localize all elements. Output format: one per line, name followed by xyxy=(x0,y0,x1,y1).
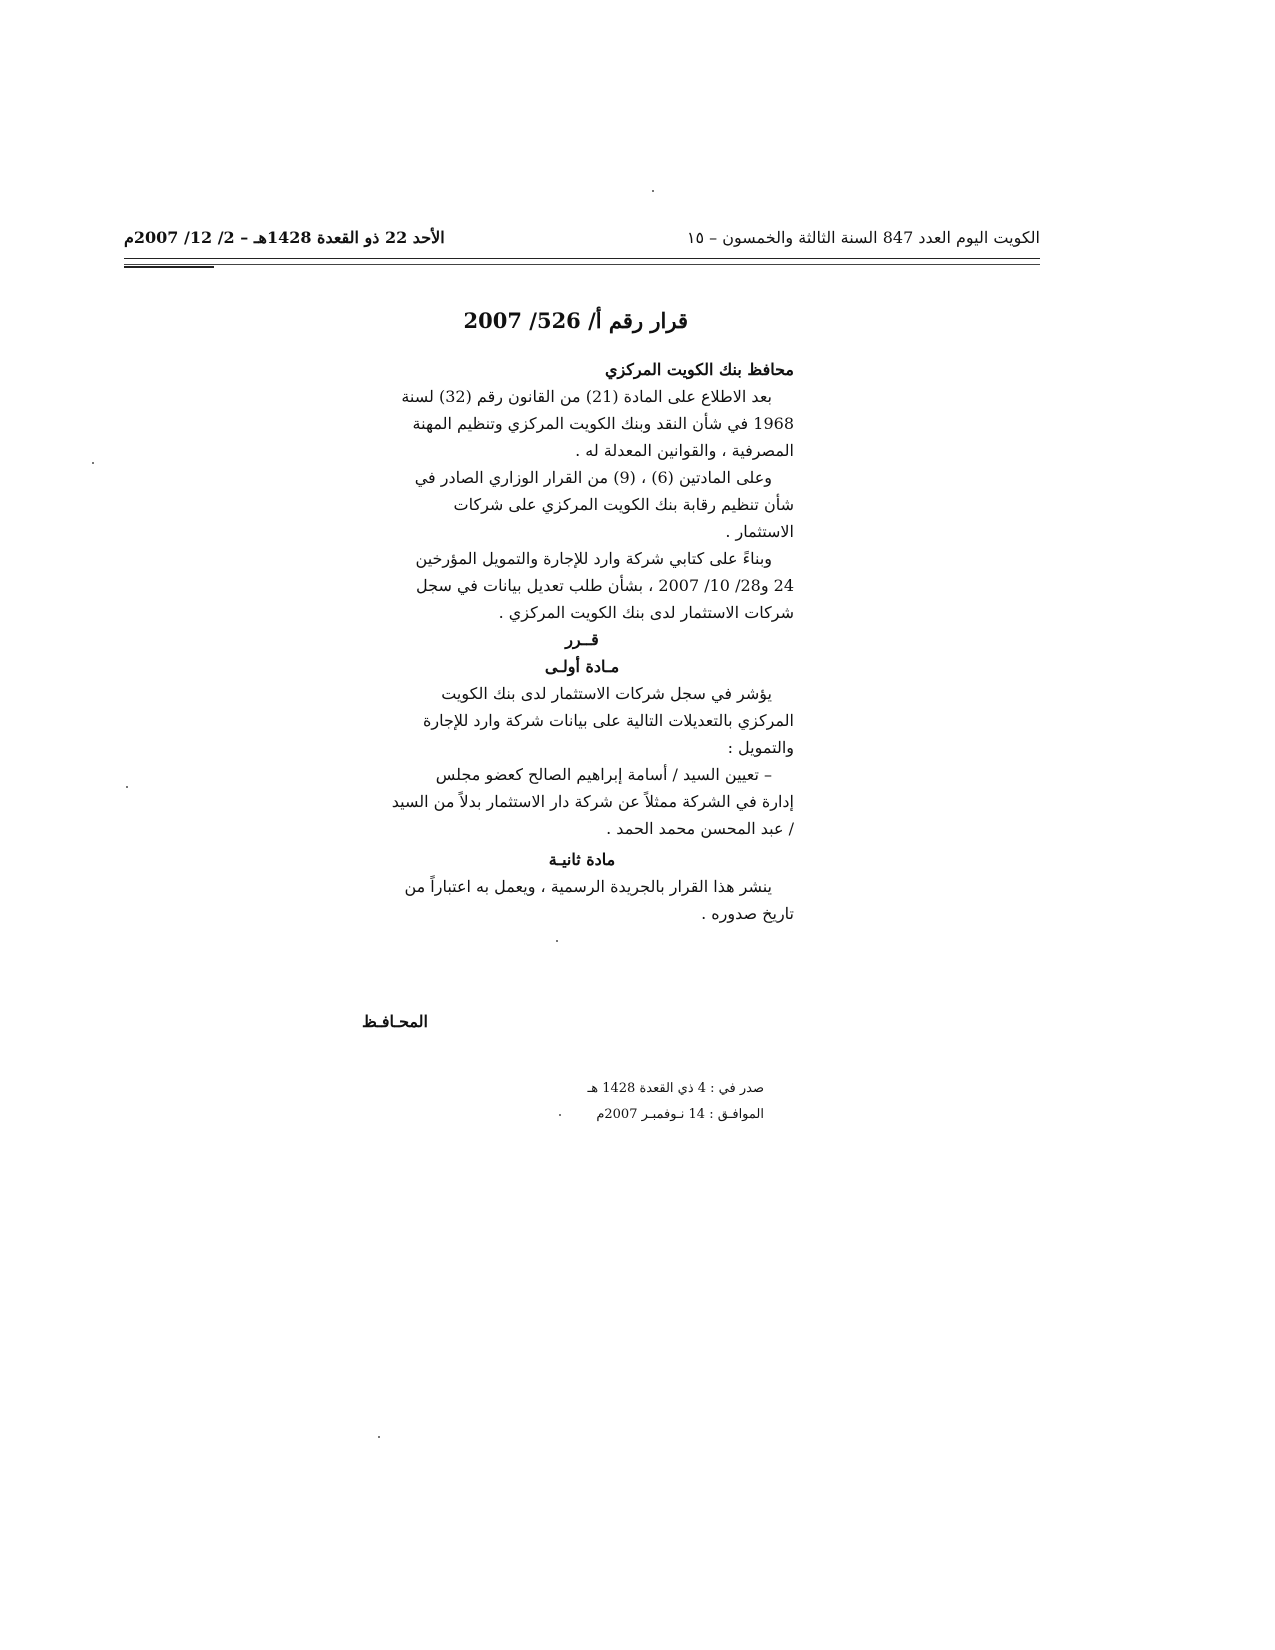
body-line: 24 و28/ 10/ 2007 ، بشأن طلب تعديل بيانات في سجل xyxy=(416,576,794,595)
body-line: ينشر هذا القرار بالجريدة الرسمية ، ويعمل به اعتباراً من xyxy=(404,877,772,896)
body-line: تاريخ صدوره . xyxy=(701,904,794,923)
issue-date-gregorian: الموافـق : 14 نـوفمبـر 2007م xyxy=(596,1107,764,1122)
body-line: شأن تنظيم رقابة بنك الكويت المركزي على شركات xyxy=(453,495,794,514)
article-two-heading: مادة ثانيـة xyxy=(548,850,616,869)
decision-body xyxy=(370,356,794,842)
body-line: بعد الاطلاع على المادة (21) من القانون رقم (32) لسنة xyxy=(401,387,772,406)
issue-dates xyxy=(560,1076,764,1128)
body-line: إدارة في الشركة ممثلاً عن شركة دار الاستثمار بدلاً من السيد xyxy=(391,792,794,811)
header-date: الأحد 22 ذو القعدة 1428هـ – 2/ 12/ 2007م xyxy=(124,228,445,247)
issuer-heading: محافظ بنك الكويت المركزي xyxy=(604,360,794,379)
decided-heading: قــرر xyxy=(565,630,599,649)
article-two xyxy=(370,846,794,927)
header-divider-accent xyxy=(124,266,214,268)
body-line: / عبد المحسن محمد الحمد . xyxy=(606,819,794,838)
scan-speck xyxy=(126,786,128,788)
body-line: شركات الاستثمار لدى بنك الكويت المركزي . xyxy=(498,603,794,622)
page-header xyxy=(124,228,1040,252)
scan-speck xyxy=(652,190,654,192)
scan-speck xyxy=(556,940,558,942)
body-line: وبناءً على كتابي شركة وارد للإجارة والتمويل المؤرخين xyxy=(415,549,772,568)
scan-speck xyxy=(92,462,94,464)
scan-speck xyxy=(378,1436,380,1438)
decision-title: قرار رقم أ/ 526/ 2007 xyxy=(463,308,688,333)
body-line: – تعيين السيد / أسامة إبراهيم الصالح كعضو مجلس xyxy=(435,765,772,784)
body-line: وعلى المادتين (6) ، (9) من القرار الوزاري الصادر في xyxy=(414,468,772,487)
scan-speck xyxy=(559,1114,561,1116)
body-line: الاستثمار . xyxy=(725,522,794,541)
issue-date-hijri: صدر في : 4 ذي القعدة 1428 هـ xyxy=(587,1081,764,1096)
body-line: 1968 في شأن النقد وبنك الكويت المركزي وتنظيم المهنة xyxy=(412,414,794,433)
signature-governor: المحـافـظ xyxy=(362,1012,428,1031)
body-line: المصرفية ، والقوانين المعدلة له . xyxy=(575,441,794,460)
header-divider-secondary xyxy=(124,264,1040,265)
body-line: والتمويل : xyxy=(727,738,794,757)
body-line: يؤشر في سجل شركات الاستثمار لدى بنك الكويت xyxy=(441,684,772,703)
article-one-heading: مـادة أولـى xyxy=(544,657,620,676)
header-divider xyxy=(124,258,1040,259)
body-line: المركزي بالتعديلات التالية على بيانات شركة وارد للإجارة xyxy=(423,711,794,730)
header-gazette-issue: الكويت اليوم العدد 847 السنة الثالثة والخمسون – ١٥ xyxy=(686,228,1040,247)
